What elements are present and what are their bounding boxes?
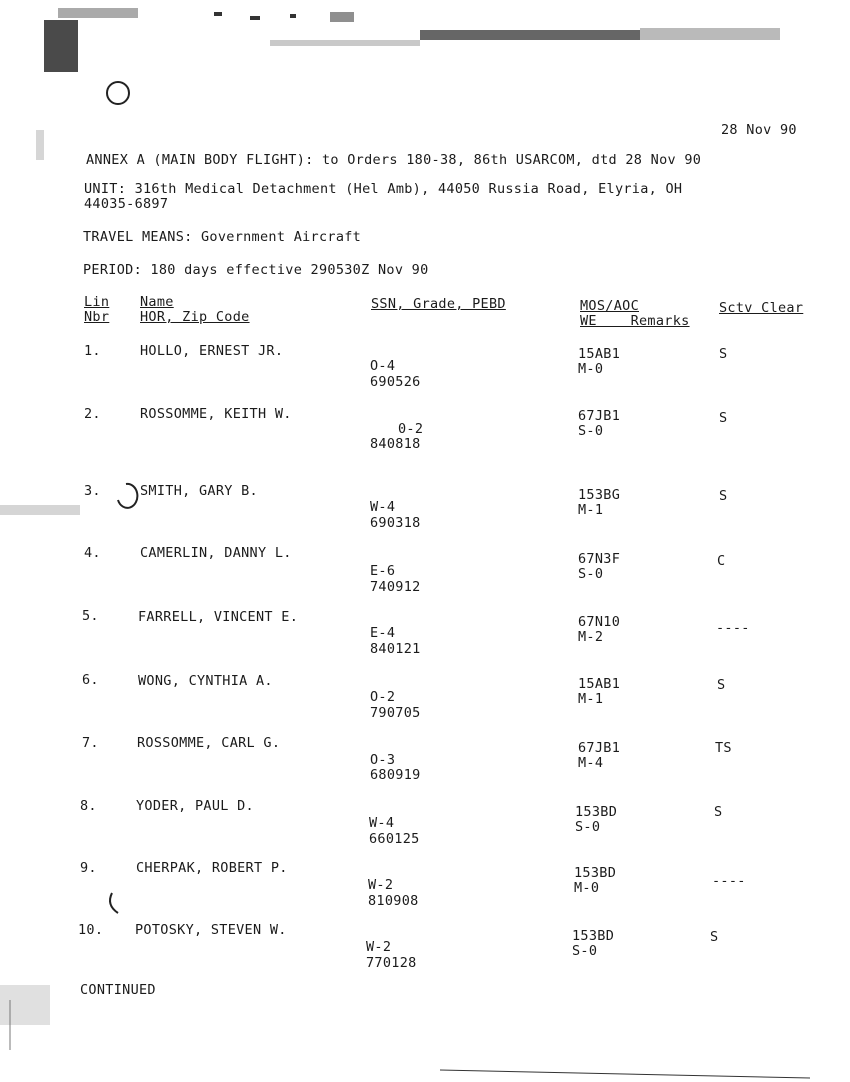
row-we: M-0 <box>574 880 600 896</box>
row-pebd: 810908 <box>368 893 419 909</box>
row-grade: O-4 <box>370 358 396 374</box>
row-number: 5. <box>82 608 99 624</box>
row-number: 3. <box>84 483 101 499</box>
row-we: S-0 <box>578 423 604 439</box>
row-pebd: 770128 <box>366 955 417 971</box>
period-line: PERIOD: 180 days effective 290530Z Nov 90 <box>83 262 429 278</box>
row-clearance: ---- <box>712 873 746 889</box>
row-grade: W-2 <box>366 939 392 955</box>
row-pebd: 840818 <box>370 436 421 452</box>
row-clearance: S <box>719 346 728 362</box>
row-name: HOLLO, ERNEST JR. <box>140 343 284 359</box>
row-we: M-1 <box>578 691 604 707</box>
unit-zip: 44035-6897 <box>84 196 169 212</box>
row-mos: 67JB1 <box>578 740 621 756</box>
row-number: 1. <box>84 343 101 359</box>
row-number: 2. <box>84 406 101 422</box>
document-date: 28 Nov 90 <box>721 122 797 138</box>
row-number: 10. <box>78 922 104 938</box>
row-clearance: TS <box>715 740 732 756</box>
row-we: M-2 <box>578 629 604 645</box>
row-mos: 67N10 <box>578 614 621 630</box>
row-number: 4. <box>84 545 101 561</box>
row-clearance: ---- <box>716 620 750 636</box>
row-number: 6. <box>82 672 99 688</box>
header-hor: HOR, Zip Code <box>140 309 250 325</box>
row-mos: 15AB1 <box>578 346 621 362</box>
row-grade: W-4 <box>369 815 395 831</box>
continued-footer: CONTINUED <box>80 982 156 998</box>
row-name: SMITH, GARY B. <box>140 483 258 499</box>
row-name: YODER, PAUL D. <box>136 798 254 814</box>
row-pebd: 840121 <box>370 641 421 657</box>
header-nbr: Nbr <box>84 309 110 325</box>
row-grade: 0-2 <box>398 421 424 437</box>
row-name: POTOSKY, STEVEN W. <box>135 922 287 938</box>
header-lin: Lin <box>84 294 110 310</box>
header-name: Name <box>140 294 174 310</box>
row-grade: W-2 <box>368 877 394 893</box>
travel-means: TRAVEL MEANS: Government Aircraft <box>83 229 362 245</box>
row-clearance: S <box>710 929 719 945</box>
row-number: 9. <box>80 860 97 876</box>
header-ssn: SSN, Grade, PEBD <box>371 296 506 312</box>
row-grade: O-2 <box>370 689 396 705</box>
row-pebd: 740912 <box>370 579 421 595</box>
row-we: M-1 <box>578 502 604 518</box>
header-we-remarks: WE Remarks <box>580 313 690 329</box>
row-name: ROSSOMME, KEITH W. <box>140 406 292 422</box>
row-we: M-4 <box>578 755 604 771</box>
row-mos: 153BD <box>574 865 617 881</box>
row-clearance: C <box>717 553 726 569</box>
row-mos: 153BD <box>572 928 615 944</box>
row-name: WONG, CYNTHIA A. <box>138 673 273 689</box>
row-we: S-0 <box>572 943 598 959</box>
row-pebd: 660125 <box>369 831 420 847</box>
row-number: 7. <box>82 735 99 751</box>
row-we: S-0 <box>578 566 604 582</box>
row-name: CAMERLIN, DANNY L. <box>140 545 292 561</box>
unit-line: UNIT: 316th Medical Detachment (Hel Amb), 44050 Russia Road, Elyria, OH <box>84 181 683 197</box>
row-grade: W-4 <box>370 499 396 515</box>
row-clearance: S <box>717 677 726 693</box>
row-name: ROSSOMME, CARL G. <box>137 735 281 751</box>
row-clearance: S <box>719 410 728 426</box>
row-clearance: S <box>714 804 723 820</box>
row-name: FARRELL, VINCENT E. <box>138 609 299 625</box>
row-mos: 153BD <box>575 804 618 820</box>
row-mos: 67JB1 <box>578 408 621 424</box>
row-pebd: 790705 <box>370 705 421 721</box>
row-we: S-0 <box>575 819 601 835</box>
row-grade: O-3 <box>370 752 396 768</box>
row-grade: E-6 <box>370 563 396 579</box>
row-mos: 67N3F <box>578 551 621 567</box>
annex-line: ANNEX A (MAIN BODY FLIGHT): to Orders 180-38, 86th USARCOM, dtd 28 Nov 90 <box>86 152 702 168</box>
row-mos: 153BG <box>578 487 621 503</box>
row-number: 8. <box>80 798 97 814</box>
row-grade: E-4 <box>370 625 396 641</box>
row-name: CHERPAK, ROBERT P. <box>136 860 288 876</box>
row-pebd: 680919 <box>370 767 421 783</box>
row-we: M-0 <box>578 361 604 377</box>
row-mos: 15AB1 <box>578 676 621 692</box>
row-pebd: 690318 <box>370 515 421 531</box>
row-clearance: S <box>719 488 728 504</box>
header-mos: MOS/AOC <box>580 298 639 314</box>
header-sctv-clear: Sctv Clear <box>719 300 804 316</box>
row-pebd: 690526 <box>370 374 421 390</box>
